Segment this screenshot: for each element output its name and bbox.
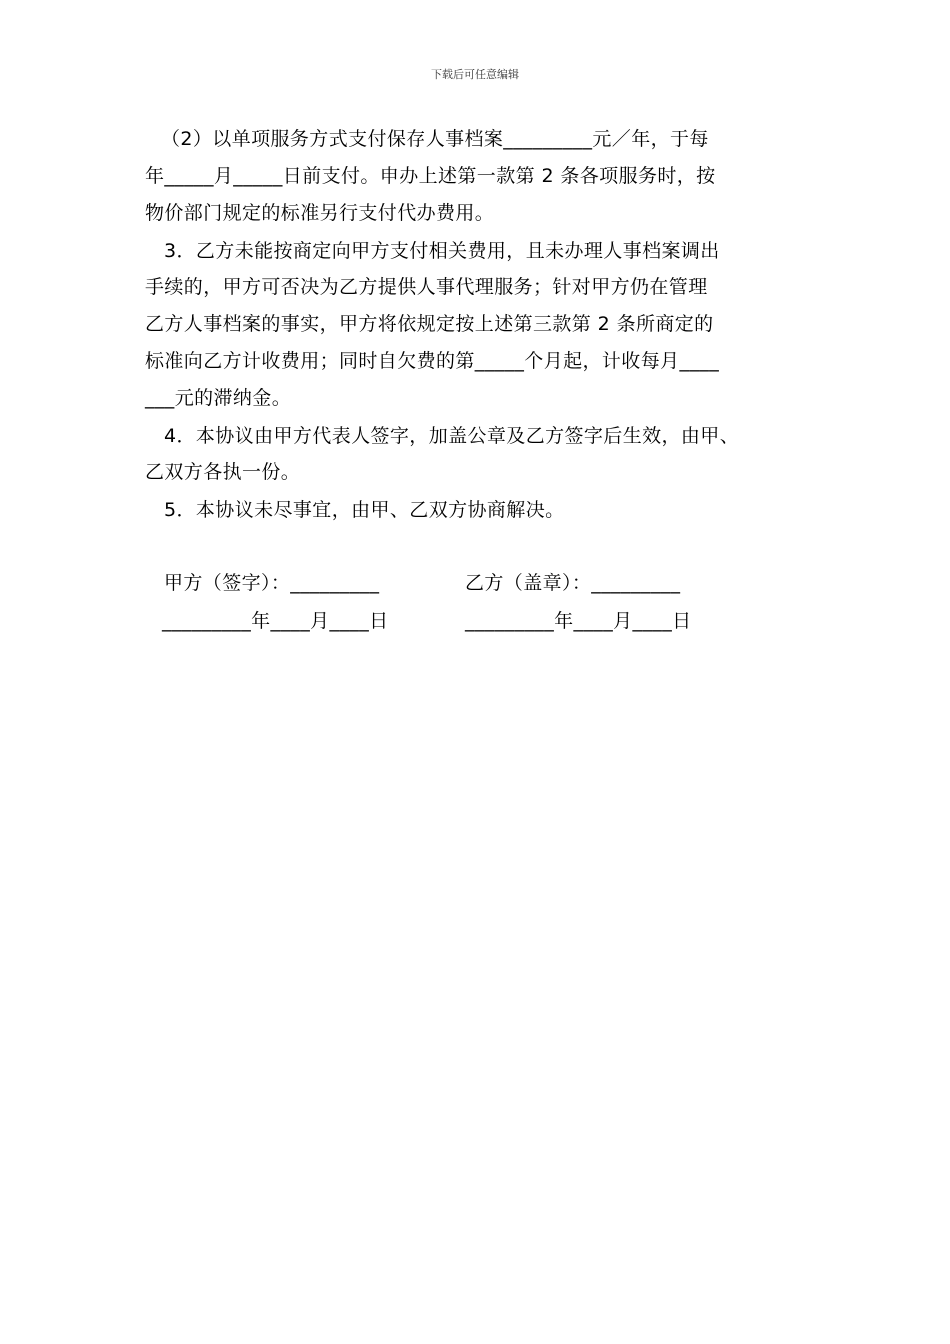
paragraph-line: 4．本协议由甲方代表人签字，加盖公章及乙方签字后生效，由甲、 — [164, 425, 740, 447]
paragraph-line: 3．乙方未能按商定向甲方支付相关费用，且未办理人事档案调出 — [164, 240, 720, 262]
paragraph-line: 标准向乙方计收费用；同时自欠费的第_____个月起，计收每月____ — [145, 350, 720, 372]
paragraph-line: （2）以单项服务方式支付保存人事档案_________元／年，于每 — [161, 128, 709, 150]
paragraph-line: 乙双方各执一份。 — [145, 461, 301, 483]
paragraph-line: 乙方人事档案的事实，甲方将依规定按上述第三款第 2 条所商定的 — [145, 313, 714, 335]
party-a-signature: 甲方（签字）：_________ — [164, 572, 380, 594]
party-b-seal: 乙方（盖章）：_________ — [465, 572, 681, 594]
paragraph-line: 年_____月_____日前支付。申办上述第一款第 2 条各项服务时，按 — [145, 165, 716, 187]
paragraph-line: 物价部门规定的标准另行支付代办费用。 — [145, 202, 495, 224]
party-a-date: _________年____月____日 — [162, 610, 389, 632]
paragraph-line: 5．本协议未尽事宜，由甲、乙双方协商解决。 — [164, 499, 565, 521]
paragraph-line: ___元的滞纳金。 — [145, 387, 292, 409]
party-b-date: _________年____月____日 — [465, 610, 692, 632]
paragraph-line: 手续的，甲方可否决为乙方提供人事代理服务；针对甲方仍在管理 — [145, 276, 708, 298]
page-header-note: 下载后可任意编辑 — [431, 68, 519, 81]
